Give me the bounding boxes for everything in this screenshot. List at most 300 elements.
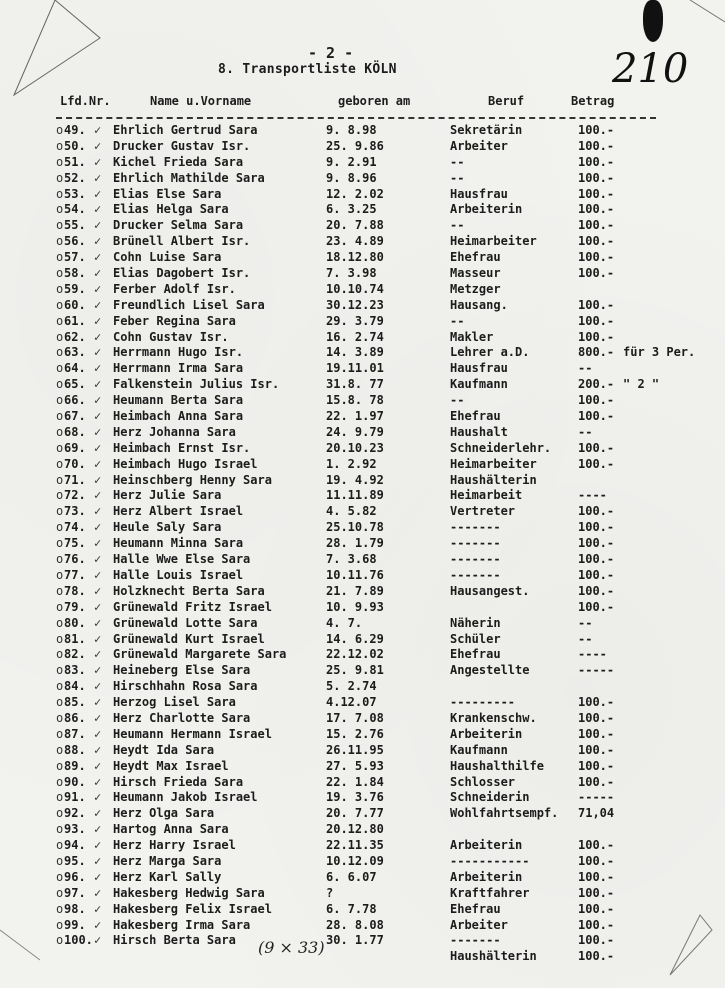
row-birthdate: 17. 7.08 bbox=[326, 710, 384, 725]
checkmark-icon: ✓ bbox=[94, 345, 102, 360]
pencil-circle-mark: o bbox=[56, 393, 64, 408]
row-amount: 800.- bbox=[578, 345, 615, 360]
list-row bbox=[0, 790, 725, 806]
pencil-circle-mark: o bbox=[56, 663, 64, 678]
row-occupation: Kaufmann bbox=[450, 742, 508, 757]
pencil-circle-mark: o bbox=[56, 250, 64, 265]
row-occupation: ------- bbox=[450, 933, 501, 948]
row-name: Heimbach Anna Sara bbox=[113, 409, 244, 424]
checkmark-icon: ✓ bbox=[94, 281, 102, 296]
row-amount: 100.- bbox=[578, 774, 615, 789]
checkmark-icon: ✓ bbox=[94, 790, 102, 805]
row-amount: 100.- bbox=[578, 234, 615, 249]
list-row bbox=[0, 902, 725, 918]
row-number: 98. bbox=[64, 901, 86, 916]
list-row bbox=[0, 616, 725, 632]
list-row bbox=[0, 806, 725, 822]
row-occupation: Metzger bbox=[450, 281, 501, 296]
row-number: 65. bbox=[64, 377, 86, 392]
row-amount: 100.- bbox=[578, 170, 615, 185]
pencil-circle-mark: o bbox=[56, 440, 64, 455]
row-number: 83. bbox=[64, 663, 86, 678]
row-name: Drucker Selma Sara bbox=[113, 218, 244, 233]
row-birthdate: 27. 5.93 bbox=[326, 758, 384, 773]
row-name: Elias Dagobert Isr. bbox=[113, 266, 251, 281]
row-number: 51. bbox=[64, 154, 86, 169]
list-row bbox=[0, 409, 725, 425]
row-name: Heumann Jakob Israel bbox=[113, 790, 258, 805]
list-row bbox=[0, 345, 725, 361]
pencil-circle-mark: o bbox=[56, 138, 64, 153]
checkmark-icon: ✓ bbox=[94, 742, 102, 757]
checkmark-icon: ✓ bbox=[94, 583, 102, 598]
checkmark-icon: ✓ bbox=[94, 885, 102, 900]
checkmark-icon: ✓ bbox=[94, 663, 102, 678]
row-occupation: Kraftfahrer bbox=[450, 885, 530, 900]
checkmark-icon: ✓ bbox=[94, 218, 102, 233]
row-name: Freundlich Lisel Sara bbox=[113, 297, 265, 312]
row-name: Herz Charlotte Sara bbox=[113, 710, 251, 725]
checkmark-icon: ✓ bbox=[94, 154, 102, 169]
row-amount: 100.- bbox=[578, 567, 615, 582]
row-amount: 100.- bbox=[578, 456, 615, 471]
row-birthdate: 10.12.09 bbox=[326, 853, 384, 868]
row-name: Herz Marga Sara bbox=[113, 853, 222, 868]
checkmark-icon: ✓ bbox=[94, 901, 102, 916]
row-birthdate: 7. 3.98 bbox=[326, 266, 377, 281]
list-row bbox=[0, 155, 725, 171]
row-amount: 100.- bbox=[578, 409, 615, 424]
ink-blot bbox=[643, 0, 663, 42]
row-note: für 3 Per. bbox=[623, 345, 696, 360]
list-row bbox=[0, 584, 725, 600]
row-occupation: Makler bbox=[450, 329, 494, 344]
row-amount: 100.- bbox=[578, 440, 615, 455]
row-occupation: -- bbox=[450, 218, 465, 233]
row-name: Feber Regina Sara bbox=[113, 313, 236, 328]
row-number: 60. bbox=[64, 297, 86, 312]
pencil-circle-mark: o bbox=[56, 790, 64, 805]
row-birthdate: 22.11.35 bbox=[326, 838, 384, 853]
row-occupation: Heimarbeiter bbox=[450, 234, 537, 249]
row-number: 59. bbox=[64, 281, 86, 296]
row-name: Hakesberg Felix Israel bbox=[113, 901, 272, 916]
row-birthdate: ? bbox=[326, 885, 334, 900]
row-number: 94. bbox=[64, 838, 86, 853]
column-header-name: Name u.Vorname bbox=[150, 94, 252, 108]
row-amount: 100.- bbox=[578, 583, 615, 598]
row-name: Hakesberg Irma Sara bbox=[113, 917, 251, 932]
checkmark-icon: ✓ bbox=[94, 424, 102, 439]
checkmark-icon: ✓ bbox=[94, 710, 102, 725]
row-name: Ferber Adolf Isr. bbox=[113, 281, 236, 296]
pencil-circle-mark: o bbox=[56, 536, 64, 551]
pencil-circle-mark: o bbox=[56, 853, 64, 868]
list-row bbox=[0, 743, 725, 759]
row-name: Heumann Berta Sara bbox=[113, 393, 244, 408]
row-name: Grünewald Kurt Israel bbox=[113, 631, 265, 646]
row-birthdate: 14. 6.29 bbox=[326, 631, 384, 646]
checkmark-icon: ✓ bbox=[94, 123, 102, 137]
checkmark-icon: ✓ bbox=[94, 234, 102, 249]
row-name: Holzknecht Berta Sara bbox=[113, 583, 265, 598]
row-number: 52. bbox=[64, 170, 86, 185]
row-amount: 100.- bbox=[578, 853, 615, 868]
checkmark-icon: ✓ bbox=[94, 138, 102, 153]
row-amount: 100.- bbox=[578, 536, 615, 551]
list-row bbox=[0, 600, 725, 616]
pencil-circle-mark: o bbox=[56, 520, 64, 535]
row-birthdate: 10.11.76 bbox=[326, 567, 384, 582]
header-rule bbox=[56, 117, 656, 119]
checkmark-icon: ✓ bbox=[94, 472, 102, 487]
list-row bbox=[0, 838, 725, 854]
row-birthdate: 6. 7.78 bbox=[326, 901, 377, 916]
row-birthdate: 18.12.80 bbox=[326, 250, 384, 265]
checkmark-icon: ✓ bbox=[94, 440, 102, 455]
row-number: 57. bbox=[64, 250, 86, 265]
checkmark-icon: ✓ bbox=[94, 631, 102, 646]
pencil-circle-mark: o bbox=[56, 281, 64, 296]
row-number: 49. bbox=[64, 123, 86, 137]
row-number: 87. bbox=[64, 726, 86, 741]
pencil-circle-mark: o bbox=[56, 297, 64, 312]
row-number: 71. bbox=[64, 472, 86, 487]
list-row bbox=[0, 568, 725, 584]
checkmark-icon: ✓ bbox=[94, 250, 102, 265]
row-occupation: Hausangest. bbox=[450, 583, 530, 598]
row-number: 81. bbox=[64, 631, 86, 646]
row-amount: 100.- bbox=[578, 949, 615, 964]
row-amount: 100.- bbox=[578, 869, 615, 884]
row-amount: 100.- bbox=[578, 552, 615, 567]
row-birthdate: 25. 9.81 bbox=[326, 663, 384, 678]
row-occupation: ------- bbox=[450, 520, 501, 535]
checkmark-icon: ✓ bbox=[94, 552, 102, 567]
list-row bbox=[0, 187, 725, 203]
row-occupation: Arbeiterin bbox=[450, 726, 523, 741]
pencil-circle-mark: o bbox=[56, 885, 64, 900]
row-birthdate: 16. 2.74 bbox=[326, 329, 384, 344]
pencil-circle-mark: o bbox=[56, 472, 64, 487]
list-row bbox=[0, 488, 725, 504]
row-name: Cohn Luise Sara bbox=[113, 250, 222, 265]
row-number: 53. bbox=[64, 186, 86, 201]
row-amount: ----- bbox=[578, 790, 615, 805]
row-number: 93. bbox=[64, 822, 86, 837]
row-birthdate: 20. 7.88 bbox=[326, 218, 384, 233]
row-number: 86. bbox=[64, 710, 86, 725]
row-name: Heineberg Else Sara bbox=[113, 663, 251, 678]
row-name: Herz Karl Sally bbox=[113, 869, 222, 884]
row-name: Herz Albert Israel bbox=[113, 504, 244, 519]
checkmark-icon: ✓ bbox=[94, 758, 102, 773]
row-amount: 100.- bbox=[578, 520, 615, 535]
list-row bbox=[0, 632, 725, 648]
row-number: 62. bbox=[64, 329, 86, 344]
list-row bbox=[0, 663, 725, 679]
list-row bbox=[0, 123, 725, 139]
row-number: 95. bbox=[64, 853, 86, 868]
handwritten-note: (9 × 33) bbox=[258, 938, 325, 957]
row-occupation: Haushalt bbox=[450, 424, 508, 439]
row-amount: 100.- bbox=[578, 599, 615, 614]
row-amount: 100.- bbox=[578, 758, 615, 773]
checkmark-icon: ✓ bbox=[94, 409, 102, 424]
row-name: Herz Johanna Sara bbox=[113, 424, 236, 439]
row-number: 68. bbox=[64, 424, 86, 439]
row-amount: 100.- bbox=[578, 710, 615, 725]
pencil-circle-mark: o bbox=[56, 726, 64, 741]
row-amount: 100.- bbox=[578, 297, 615, 312]
row-name: Heydt Max Israel bbox=[113, 758, 229, 773]
row-number: 76. bbox=[64, 552, 86, 567]
row-birthdate: 20.10.23 bbox=[326, 440, 384, 455]
row-name: Hakesberg Hedwig Sara bbox=[113, 885, 265, 900]
pencil-circle-mark: o bbox=[56, 599, 64, 614]
row-birthdate: 9. 8.96 bbox=[326, 170, 377, 185]
row-note: " 2 " bbox=[623, 377, 660, 392]
row-name: Herzog Lisel Sara bbox=[113, 695, 236, 710]
row-number: 80. bbox=[64, 615, 86, 630]
pencil-circle-mark: o bbox=[56, 774, 64, 789]
list-row bbox=[0, 552, 725, 568]
checkmark-icon: ✓ bbox=[94, 599, 102, 614]
row-number: 55. bbox=[64, 218, 86, 233]
row-occupation: Angestellte bbox=[450, 663, 530, 678]
row-occupation: Haushalthilfe bbox=[450, 758, 544, 773]
row-occupation: Krankenschw. bbox=[450, 710, 537, 725]
row-occupation: Arbeiter bbox=[450, 917, 508, 932]
row-amount: ---- bbox=[578, 488, 607, 503]
checkmark-icon: ✓ bbox=[94, 504, 102, 519]
row-occupation: Arbeiterin bbox=[450, 838, 523, 853]
row-amount: 100.- bbox=[578, 313, 615, 328]
row-occupation: --------- bbox=[450, 695, 516, 710]
pencil-circle-mark: o bbox=[56, 583, 64, 598]
row-amount: 100.- bbox=[578, 901, 615, 916]
row-number: 97. bbox=[64, 885, 86, 900]
list-row bbox=[0, 775, 725, 791]
row-occupation: Heimarbeiter bbox=[450, 456, 537, 471]
row-amount: -- bbox=[578, 361, 593, 376]
row-number: 73. bbox=[64, 504, 86, 519]
row-birthdate: 1. 2.92 bbox=[326, 456, 377, 471]
row-name: Heimbach Hugo Israel bbox=[113, 456, 258, 471]
checkmark-icon: ✓ bbox=[94, 297, 102, 312]
checkmark-icon: ✓ bbox=[94, 520, 102, 535]
row-name: Herz Julie Sara bbox=[113, 488, 222, 503]
row-number: 78. bbox=[64, 583, 86, 598]
row-occupation: Haushälterin bbox=[450, 949, 537, 964]
row-name: Ehrlich Mathilde Sara bbox=[113, 170, 265, 185]
list-row bbox=[0, 171, 725, 187]
row-number: 67. bbox=[64, 409, 86, 424]
list-row bbox=[0, 139, 725, 155]
checkmark-icon: ✓ bbox=[94, 377, 102, 392]
pencil-circle-mark: o bbox=[56, 822, 64, 837]
row-occupation: Hausfrau bbox=[450, 186, 508, 201]
pencil-circle-mark: o bbox=[56, 488, 64, 503]
row-name: Halle Wwe Else Sara bbox=[113, 552, 251, 567]
row-occupation: Kaufmann bbox=[450, 377, 508, 392]
row-amount: 100.- bbox=[578, 202, 615, 217]
list-row bbox=[0, 298, 725, 314]
row-birthdate: 28. 8.08 bbox=[326, 917, 384, 932]
pencil-circle-mark: o bbox=[56, 202, 64, 217]
pencil-circle-mark: o bbox=[56, 456, 64, 471]
row-number: 91. bbox=[64, 790, 86, 805]
row-amount: 100.- bbox=[578, 726, 615, 741]
row-birthdate: 19. 3.76 bbox=[326, 790, 384, 805]
row-name: Heydt Ida Sara bbox=[113, 742, 215, 757]
row-number: 61. bbox=[64, 313, 86, 328]
row-occupation: Haushälterin bbox=[450, 472, 537, 487]
pencil-circle-mark: o bbox=[56, 631, 64, 646]
row-amount: ---- bbox=[578, 647, 607, 662]
pencil-circle-mark: o bbox=[56, 186, 64, 201]
row-name: Cohn Gustav Isr. bbox=[113, 329, 229, 344]
row-number: 99. bbox=[64, 917, 86, 932]
row-amount: 100.- bbox=[578, 393, 615, 408]
list-row bbox=[0, 314, 725, 330]
pencil-circle-mark: o bbox=[56, 345, 64, 360]
row-birthdate: 4. 5.82 bbox=[326, 504, 377, 519]
column-header-nr: Lfd.Nr. bbox=[60, 94, 111, 108]
checkmark-icon: ✓ bbox=[94, 186, 102, 201]
row-occupation: Arbeiter bbox=[450, 138, 508, 153]
list-row bbox=[0, 520, 725, 536]
list-row bbox=[0, 266, 725, 282]
checkmark-icon: ✓ bbox=[94, 329, 102, 344]
list-row bbox=[0, 234, 725, 250]
row-amount: 100.- bbox=[578, 138, 615, 153]
row-name: Elias Else Sara bbox=[113, 186, 222, 201]
row-occupation: ----------- bbox=[450, 853, 530, 868]
row-number: 70. bbox=[64, 456, 86, 471]
row-number: 74. bbox=[64, 520, 86, 535]
list-row bbox=[0, 870, 725, 886]
row-name: Kichel Frieda Sara bbox=[113, 154, 244, 169]
row-birthdate: 26.11.95 bbox=[326, 742, 384, 757]
list-row bbox=[0, 949, 725, 965]
pencil-circle-mark: o bbox=[56, 266, 64, 281]
row-number: 89. bbox=[64, 758, 86, 773]
pencil-circle-mark: o bbox=[56, 758, 64, 773]
pencil-circle-mark: o bbox=[56, 424, 64, 439]
row-amount: 100.- bbox=[578, 504, 615, 519]
pencil-circle-mark: o bbox=[56, 218, 64, 233]
pencil-circle-mark: o bbox=[56, 313, 64, 328]
row-name: Heumann Minna Sara bbox=[113, 536, 244, 551]
pencil-circle-mark: o bbox=[56, 838, 64, 853]
row-birthdate: 23. 4.89 bbox=[326, 234, 384, 249]
pencil-circle-mark: o bbox=[56, 170, 64, 185]
row-name: Herrmann Irma Sara bbox=[113, 361, 244, 376]
row-occupation: Hausfrau bbox=[450, 361, 508, 376]
list-row bbox=[0, 679, 725, 695]
row-number: 54. bbox=[64, 202, 86, 217]
row-name: Heinschberg Henny Sara bbox=[113, 472, 272, 487]
row-occupation: Ehefrau bbox=[450, 409, 501, 424]
row-name: Heumann Hermann Israel bbox=[113, 726, 272, 741]
row-birthdate: 21. 7.89 bbox=[326, 583, 384, 598]
row-birthdate: 25. 9.86 bbox=[326, 138, 384, 153]
row-occupation: Ehefrau bbox=[450, 901, 501, 916]
row-birthdate: 4. 7. bbox=[326, 615, 363, 630]
row-birthdate: 15.8. 78 bbox=[326, 393, 384, 408]
row-occupation: Schneiderlehr. bbox=[450, 440, 552, 455]
row-birthdate: 20.12.80 bbox=[326, 822, 384, 837]
row-occupation: Hausang. bbox=[450, 297, 508, 312]
row-occupation: ------- bbox=[450, 552, 501, 567]
list-row bbox=[0, 504, 725, 520]
row-amount: 100.- bbox=[578, 329, 615, 344]
checkmark-icon: ✓ bbox=[94, 615, 102, 630]
row-number: 96. bbox=[64, 869, 86, 884]
row-name: Hirsch Berta Sara bbox=[113, 933, 236, 948]
row-number: 90. bbox=[64, 774, 86, 789]
row-birthdate: 5. 2.74 bbox=[326, 679, 377, 694]
row-amount: 100.- bbox=[578, 885, 615, 900]
list-row bbox=[0, 918, 725, 934]
pencil-circle-mark: o bbox=[56, 933, 64, 948]
list-row bbox=[0, 933, 725, 949]
list-row bbox=[0, 377, 725, 393]
list-row bbox=[0, 202, 725, 218]
row-name: Herz Harry Israel bbox=[113, 838, 236, 853]
row-occupation: ------- bbox=[450, 536, 501, 551]
row-name: Falkenstein Julius Isr. bbox=[113, 377, 280, 392]
list-row bbox=[0, 695, 725, 711]
row-birthdate: 20. 7.77 bbox=[326, 806, 384, 821]
row-occupation: Masseur bbox=[450, 266, 501, 281]
document-title: 8. Transportliste KÖLN bbox=[218, 62, 397, 77]
pencil-circle-mark: o bbox=[56, 377, 64, 392]
transport-list bbox=[0, 123, 725, 965]
row-occupation: Arbeiterin bbox=[450, 869, 523, 884]
checkmark-icon: ✓ bbox=[94, 726, 102, 741]
row-name: Heimbach Ernst Isr. bbox=[113, 440, 251, 455]
row-amount: 100.- bbox=[578, 186, 615, 201]
pencil-circle-mark: o bbox=[56, 647, 64, 662]
row-name: Drucker Gustav Isr. bbox=[113, 138, 251, 153]
row-amount: 71,04 bbox=[578, 806, 615, 821]
checkmark-icon: ✓ bbox=[94, 917, 102, 932]
row-amount: -- bbox=[578, 615, 593, 630]
checkmark-icon: ✓ bbox=[94, 679, 102, 694]
row-occupation: Schüler bbox=[450, 631, 501, 646]
row-number: 58. bbox=[64, 266, 86, 281]
row-birthdate: 24. 9.79 bbox=[326, 424, 384, 439]
page-number: - 2 - bbox=[308, 44, 354, 62]
checkmark-icon: ✓ bbox=[94, 456, 102, 471]
pencil-circle-mark: o bbox=[56, 742, 64, 757]
checkmark-icon: ✓ bbox=[94, 822, 102, 837]
list-row bbox=[0, 361, 725, 377]
row-amount: 100.- bbox=[578, 917, 615, 932]
pencil-circle-mark: o bbox=[56, 361, 64, 376]
list-row bbox=[0, 330, 725, 346]
checkmark-icon: ✓ bbox=[94, 695, 102, 710]
row-number: 63. bbox=[64, 345, 86, 360]
pencil-circle-mark: o bbox=[56, 710, 64, 725]
row-occupation: Schlosser bbox=[450, 774, 516, 789]
checkmark-icon: ✓ bbox=[94, 266, 102, 281]
row-occupation: Schneiderin bbox=[450, 790, 530, 805]
row-birthdate: 10.10.74 bbox=[326, 281, 384, 296]
row-number: 77. bbox=[64, 567, 86, 582]
